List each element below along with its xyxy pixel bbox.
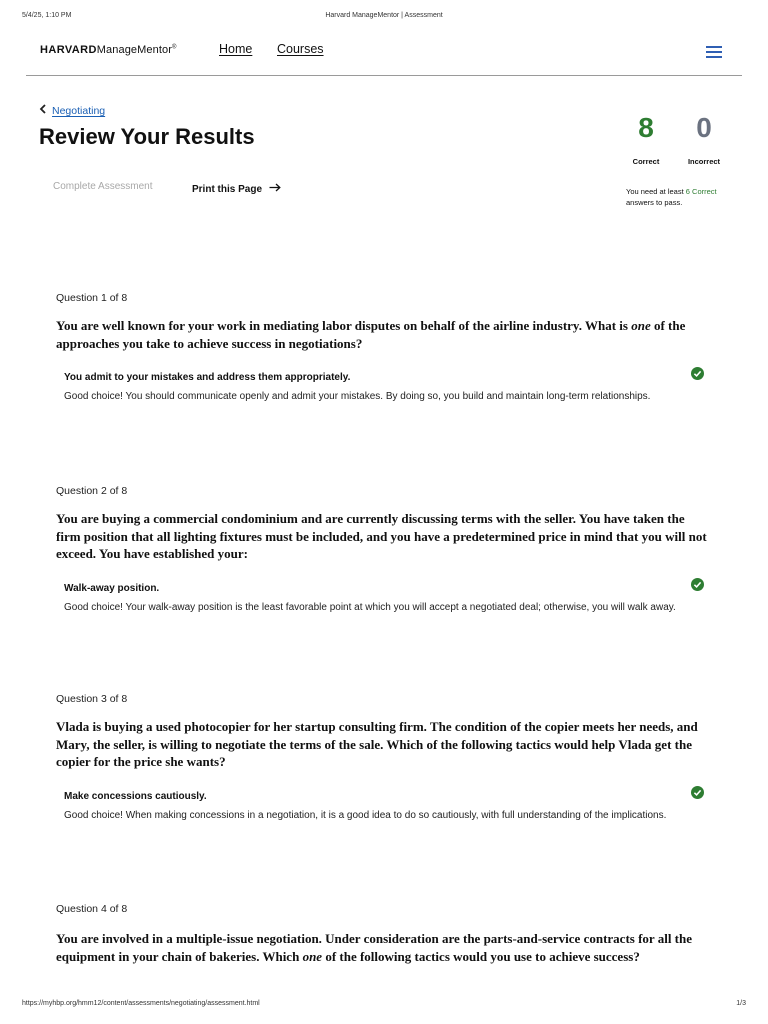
question-2 [56, 485, 710, 615]
print-doc-title: Harvard ManageMentor | Assessment [325, 12, 443, 19]
question-text: Vlada is buying a used photocopier for her startup consulting firm. The condition of the copier meets her needs, and Mary, the seller, is willing to negotiate the terms of the sale. Which of the following tactics would help Vlada get the copier for the price she wants? [56, 719, 698, 769]
nav-home-link[interactable]: Home [219, 42, 253, 56]
chevron-left-icon [39, 104, 49, 117]
hamburger-icon[interactable] [706, 46, 722, 58]
incorrect-count: 0 [696, 112, 712, 143]
print-footer [22, 1000, 746, 1010]
question-number: Question 2 of 8 [56, 485, 128, 497]
pass-suffix: answers to pass. [626, 198, 683, 207]
arrow-right-icon [266, 181, 281, 195]
print-datetime: 5/4/25, 1:10 PM [22, 12, 72, 19]
selected-answer [56, 361, 710, 383]
answer-feedback: Good choice! You should communicate openly and admit your mistakes. By doing so, you build and maintain long-term relationships. [64, 391, 651, 402]
answer-feedback: Good choice! Your walk-away position is the least favorable point at which you will accept a negotiated deal; otherwise, you will walk away. [64, 601, 676, 613]
correct-score [616, 110, 676, 166]
answer-feedback: Good choice! When making concessions in a negotiation, it is a good idea to do so cautiously, with full understanding of the implications. [64, 809, 667, 821]
pass-prefix: You need at least [626, 187, 684, 196]
question-text-part: You are involved in a multiple-issue negotiation. Under consideration are the parts-and-service contracts for all the equipment in your chain of bakeries. Which [56, 931, 693, 964]
page-number: 1/3 [736, 1000, 746, 1007]
question-text-part: of the approaches you take to achieve success in negotiations? [56, 318, 686, 351]
question-text [56, 930, 710, 965]
print-header [22, 12, 746, 22]
answer-text: Walk-away position. [64, 582, 160, 594]
print-page-button[interactable] [192, 181, 281, 195]
logo-managementor: ManageMentor [96, 44, 172, 56]
check-circle-icon [691, 786, 704, 799]
logo-harvard: HARVARD [40, 44, 97, 56]
check-circle-icon [691, 578, 704, 591]
question-text-emphasis: one [302, 948, 323, 964]
selected-answer [56, 780, 710, 802]
complete-assessment-button[interactable]: Complete Assessment [53, 181, 153, 192]
breadcrumb-negotiating-link[interactable]: Negotiating [52, 105, 106, 117]
correct-count: 8 [638, 112, 654, 143]
question-1 [56, 292, 710, 405]
question-text-emphasis: one [631, 318, 651, 333]
question-text-part: of the following tactics would you use to achieve success? [322, 948, 640, 964]
answer-text: Make concessions cautiously. [64, 790, 207, 802]
answer-text: You admit to your mistakes and address them appropriately. [64, 372, 351, 383]
correct-label: Correct [632, 157, 660, 166]
question-text: You are buying a commercial condominium and are currently discussing terms with the seller. You have taken the firm position that all lighting fixtures must be included, and you have a predetermined price in mind that you will not exceed. You have established your: [56, 511, 707, 561]
question-text [56, 317, 710, 352]
logo-trademark: ® [171, 44, 177, 51]
selected-answer [56, 572, 710, 594]
question-4 [56, 903, 710, 965]
nav-courses-link[interactable]: Courses [277, 42, 324, 56]
page-title: Review Your Results [39, 124, 255, 149]
incorrect-score [674, 110, 734, 166]
incorrect-label: Incorrect [687, 157, 721, 166]
question-number: Question 1 of 8 [56, 292, 128, 304]
question-number: Question 4 of 8 [56, 903, 128, 915]
check-circle-icon [691, 367, 704, 380]
breadcrumb[interactable] [39, 104, 105, 117]
question-number: Question 3 of 8 [56, 693, 128, 705]
page-url: https://myhbp.org/hmm12/content/assessments/negotiating/assessment.html [22, 1000, 260, 1007]
pass-requirement-note [626, 186, 746, 208]
top-nav [26, 38, 742, 76]
print-page-label: Print this Page [192, 184, 263, 195]
question-text-part: You are well known for your work in mediating labor disputes on behalf of the airline industry. What is [56, 318, 632, 333]
pass-highlight: 6 Correct [685, 187, 717, 196]
harvard-managementor-logo[interactable] [40, 44, 177, 56]
question-3 [56, 693, 710, 823]
